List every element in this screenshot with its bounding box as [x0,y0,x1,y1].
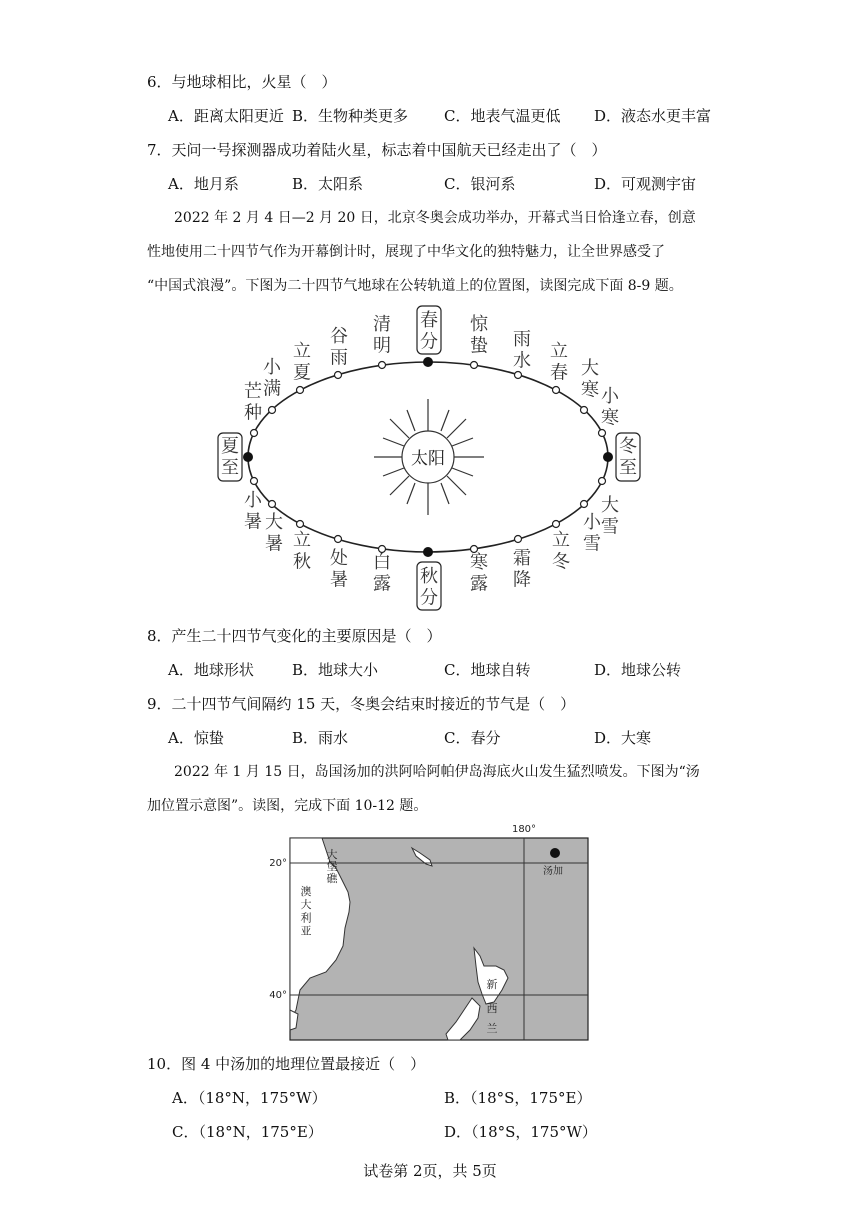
question-6-option-a[interactable]: A．距离太阳更近 [168,107,284,125]
passage-2-line-1: 2022 年 1 月 15 日，岛国汤加的洪阿哈阿帕伊岛海底火山发生猛烈喷发。下图为“汤 [174,764,700,780]
label-xiaoshu: 小暑 [244,490,262,533]
question-6-stem: 6．与地球相比，火星（ ） [147,73,337,91]
passage-1-line-1: 2022 年 2 月 4 日—2 月 20 日，北京冬奥会成功举办，开幕式当日恰逢立春，创意 [174,210,696,226]
tonga-point [550,848,560,858]
passage-1-line-3: “中国式浪漫”。下图为二十四节气地球在公转轨道上的位置图，读图完成下面 8-9 题。 [147,278,683,294]
label-qiufen: 秋分 [420,566,438,609]
question-6-option-c[interactable]: C．地表气温更低 [444,107,561,125]
label-xiaoman: 小满 [263,357,281,400]
question-7-option-c[interactable]: C．银河系 [444,175,516,193]
question-10-option-b[interactable]: B．（18°S，175°E） [444,1089,592,1107]
question-6-option-b[interactable]: B．生物种类更多 [292,107,409,125]
label-xiaoxue: 小雪 [583,512,601,555]
question-9-option-a[interactable]: A．惊蛰 [168,729,224,747]
tonga-location-map [250,820,600,1045]
label-chunfen: 春分 [420,310,438,353]
label-dongzhi: 冬至 [619,436,637,479]
label-bailu: 白露 [373,552,391,595]
longitude-180-label: 180° [511,824,537,835]
dot-chushu [335,536,342,543]
dot-shuangjiang [515,536,522,543]
dot-liqiu [297,521,304,528]
page-footer: 试卷第 2页，共 5页 [363,1162,497,1180]
label-yushui: 雨水 [513,329,531,372]
dot-lidong [553,521,560,528]
solar-terms-orbit-diagram [0,300,860,620]
dot-qiufen [423,547,433,557]
label-xiazhi: 夏至 [221,436,239,479]
question-10-option-a[interactable]: A．（18°N，175°W） [172,1089,327,1107]
tonga-label: 汤加 [543,866,563,877]
label-hanlu: 寒露 [470,552,488,595]
dot-lichun [553,387,560,394]
dot-mangzhong [251,430,258,437]
reef-label: 大堡礁 [326,848,338,885]
question-8-option-c[interactable]: C．地球自转 [444,661,531,679]
dot-guyu [335,372,342,379]
question-10-option-c[interactable]: C．（18°N，175°E） [172,1123,323,1141]
dot-dongzhi [603,452,613,462]
label-lidong: 立冬 [552,530,570,573]
dot-chunfen [423,357,433,367]
dot-yushui [515,372,522,379]
question-8-option-a[interactable]: A．地球形状 [168,661,254,679]
label-liqiu: 立秋 [293,530,311,573]
dot-dahan [581,407,588,414]
dot-xiaohan [599,430,606,437]
label-dashu: 大暑 [265,512,283,555]
label-lichun: 立春 [550,341,568,384]
dot-xiaoshu [251,478,258,485]
question-8-option-b[interactable]: B．地球大小 [292,661,379,679]
dot-jingzhe [471,362,478,369]
label-dahan: 大寒 [581,358,599,401]
dot-dashu [269,501,276,508]
question-7-option-b[interactable]: B．太阳系 [292,175,364,193]
label-chushu: 处暑 [330,548,348,591]
latitude-40-label: 40° [269,990,287,1001]
label-lixia: 立夏 [293,341,311,384]
dot-xiaoman [269,407,276,414]
question-8-stem: 8．产生二十四节气变化的主要原因是（ ） [147,627,442,645]
dot-xiazhi [243,452,253,462]
dot-daxue [599,478,606,485]
question-9-option-d[interactable]: D．大寒 [594,729,652,747]
question-10-stem: 10．图 4 中汤加的地理位置最接近（ ） [147,1055,426,1073]
label-qingming: 清明 [373,314,391,357]
nz-label: 新西兰 [486,978,498,1035]
dot-lixia [297,387,304,394]
dot-qingming [379,362,386,369]
question-7-option-a[interactable]: A．地月系 [168,175,239,193]
question-9-option-b[interactable]: B．雨水 [292,729,349,747]
passage-1-line-2: 性地使用二十四节气作为开幕倒计时，展现了中华文化的独特魅力，让全世界感受了 [147,244,665,260]
label-daxue: 大雪 [601,495,619,538]
label-mangzhong: 芒种 [244,381,262,424]
australia-label: 澳大利亚 [300,885,312,938]
label-xiaohan: 小寒 [601,386,619,429]
question-9-stem: 9．二十四节气间隔约 15 天，冬奥会结束时接近的节气是（ ） [147,695,576,713]
question-9-option-c[interactable]: C．春分 [444,729,501,747]
sun-label: 太阳 [411,449,445,469]
question-10-option-d[interactable]: D．（18°S，175°W） [444,1123,597,1141]
label-jingzhe: 惊蛰 [470,314,488,357]
label-guyu: 谷雨 [330,326,348,369]
question-6-option-d[interactable]: D．液态水更丰富 [594,107,712,125]
latitude-20-label: 20° [269,858,287,869]
question-7-stem: 7．天问一号探测器成功着陆火星，标志着中国航天已经走出了（ ） [147,141,607,159]
dot-xiaoxue [581,501,588,508]
question-8-option-d[interactable]: D．地球公转 [594,661,682,679]
question-7-option-d[interactable]: D．可观测宇宙 [594,175,697,193]
passage-2-line-2: 加位置示意图”。读图，完成下面 10-12 题。 [147,798,428,814]
label-shuangjiang: 霜降 [513,548,531,591]
